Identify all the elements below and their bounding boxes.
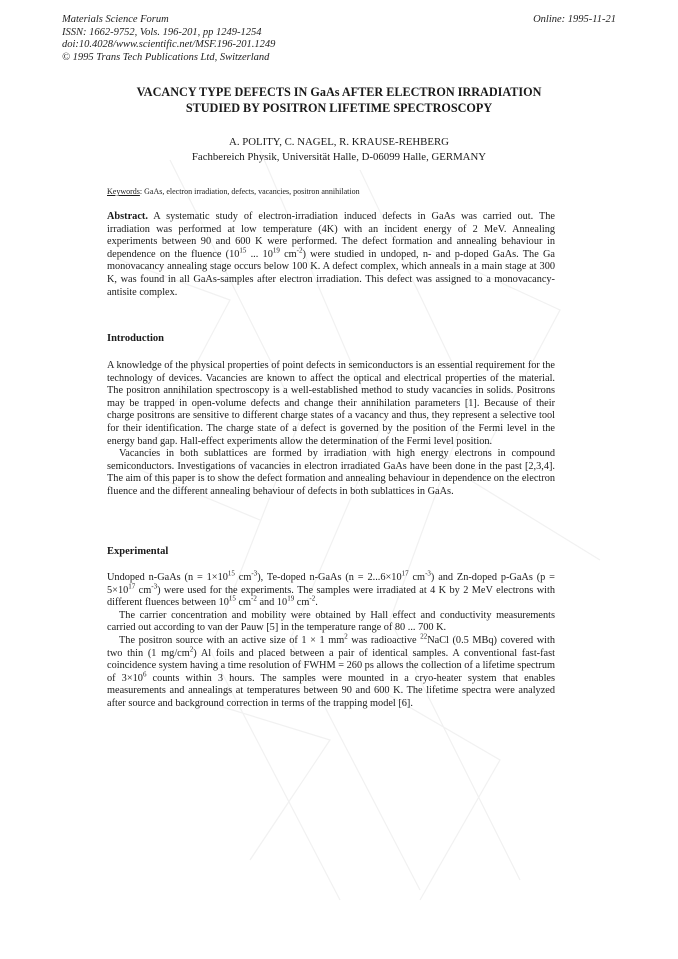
exp-text: The positron source with an active size of 1 × 1 mm — [119, 634, 345, 646]
exp-sup: 15 — [227, 569, 235, 578]
introduction-paragraph-2: Vacancies in both sublattices are formed by irradiation with high energy electrons in compound semiconductors. Investigations of vacancies in electron irradiated GaAs have been done in the past [2,3,4]. The aim of this paper is to show the defect formation and annealing behaviour in dependence on the electron fluence and the different annealing behaviour of defects in both sublattices in GaAs. — [107, 448, 555, 497]
experimental-paragraph-2: The carrier concentration and mobility were obtained by Hall effect and conductivity measurements carried out according to van der Pauw [5] in the temperature range of 80 ... 700 K. — [107, 609, 555, 634]
issn-line: ISSN: 1662-9752, Vols. 196-201, pp 1249-1254 — [62, 26, 262, 38]
journal-header — [62, 14, 616, 64]
exp-text: cm — [135, 584, 152, 596]
exp-sup: 22 — [420, 632, 428, 641]
exp-text: ) and Zn-doped p-GaAs (p = 5×10 — [107, 572, 555, 596]
abstract-label: Abstract. — [107, 211, 148, 222]
exp-text: counts within 3 hours. The samples were mounted in a cryo-heater system that enables measurements and annealings at temperatures between 90 and 600 K. The lifetime spectra were analyzed after source and background correction in terms of the trapping model [6]. — [107, 672, 556, 709]
title-line-1: VACANCY TYPE DEFECTS IN GaAs AFTER ELECTRON IRRADIATION — [136, 85, 542, 99]
experimental-section — [107, 569, 556, 711]
abstract-text: ... 10 — [246, 248, 273, 260]
exp-text: NaCl (0.5 MBq) covered with two thin (1 mg/cm — [107, 634, 555, 659]
author-names: A. POLITY, C. NAGEL, R. KRAUSE-REHBERG — [229, 136, 449, 148]
exp-text: and 10 — [256, 597, 288, 609]
abstract-text: ) were studied in undoped, n- and p-doped GaAs. The Ga monovacancy annealing stage occurs below 100 K. A defect complex, which anneals in a main stage at 300 K, was found in all GaAs-samples after electron irradiation. This defect was assigned to a monovacancy-antisite complex. — [107, 248, 555, 298]
abstract-sup: 15 — [239, 246, 247, 255]
exp-text: ), Te-doped n-GaAs (n = 2...6×10 — [257, 572, 402, 583]
exp-sup: -2 — [309, 594, 316, 603]
exp-text: ) Al foils and placed between a pair of identical samples. A conventional fast-fast coincidence system having a time resolution of FWHM = 260 ps allows the collection of a lifetime spectrum of 3×10 — [107, 647, 555, 684]
abstract — [107, 211, 555, 299]
experimental-paragraph-1 — [107, 569, 555, 610]
exp-sup: -3 — [251, 569, 258, 578]
abstract-sup: -2 — [296, 246, 303, 255]
introduction-section — [107, 360, 555, 499]
experimental-heading: Experimental — [107, 546, 169, 557]
exp-sup: 19 — [287, 594, 295, 603]
author-block — [70, 135, 608, 165]
exp-sup: 2 — [189, 645, 194, 654]
abstract-sup: 19 — [272, 246, 280, 255]
paper-title — [70, 84, 608, 116]
exp-text: ) were used for the experiments. The samples were irradiated at 4 K by 2 MeV electrons with different fluences between 10 — [107, 584, 555, 609]
doi-line[interactable]: doi:10.4028/www.scientific.net/MSF.196-201.1249 — [62, 39, 276, 50]
copyright-line: © 1995 Trans Tech Publications Ltd, Switzerland — [62, 51, 270, 63]
abstract-text: A systematic study of electron-irradiation induced defects in GaAs was carried out. The irradiation was performed at low temperature (4K) with an incident energy of 2 MeV. Annealing experiments between 90 and 600 K were performed. The defect formation and annealing behaviour in dependence on the fluence (10 — [107, 211, 555, 260]
exp-sup: 15 — [228, 594, 236, 603]
keywords-label: Keywords — [107, 187, 140, 196]
exp-sup: -3 — [151, 582, 158, 591]
introduction-paragraph-1: A knowledge of the physical properties of point defects in semiconductors is an essential requirement for the technology of devices. Vacancies are known to affect the optical and electrical properties of the material. The positron annihilation spectroscopy is a well-established method to study vacancies in solids. Positrons may be trapped in open-volume defects and change their annihilation parameters [1]. Because of their charge positrons are sensitive to different charge states of a vacancy and thus, they represent a selective tool for their identification. The charge state of a defect is governed by the position of the Fermi level in the energy band gap. Hall-effect experiments allow the determination of the Fermi level position. — [107, 360, 555, 447]
exp-text: was radioactive — [347, 634, 421, 646]
exp-text: cm — [235, 597, 252, 609]
exp-sup: -2 — [251, 594, 257, 603]
journal-name: Materials Science Forum — [62, 14, 169, 25]
introduction-heading: Introduction — [107, 333, 164, 344]
exp-sup: 17 — [401, 569, 409, 578]
exp-sup: -3 — [425, 569, 431, 578]
online-date: Online: 1995-11-21 — [533, 14, 616, 25]
exp-sup: 17 — [128, 582, 136, 591]
exp-text: Undoped n-GaAs (n = 1×10 — [107, 572, 228, 583]
exp-text: cm — [294, 597, 310, 609]
exp-text: cm — [234, 572, 252, 583]
keywords-text: : GaAs, electron irradiation, defects, vacancies, positron annihilation — [139, 187, 360, 196]
exp-sup: 6 — [142, 670, 147, 679]
title-line-2: STUDIED BY POSITRON LIFETIME SPECTROSCOPY — [185, 101, 493, 115]
keywords — [107, 186, 571, 197]
author-affiliation: Fachbereich Physik, Universität Halle, D-06099 Halle, GERMANY — [191, 151, 487, 163]
exp-sup: 2 — [344, 632, 348, 641]
abstract-text: cm — [279, 248, 297, 260]
experimental-paragraph-3 — [107, 632, 556, 711]
exp-text: cm — [408, 572, 426, 583]
exp-text: . — [315, 597, 318, 609]
